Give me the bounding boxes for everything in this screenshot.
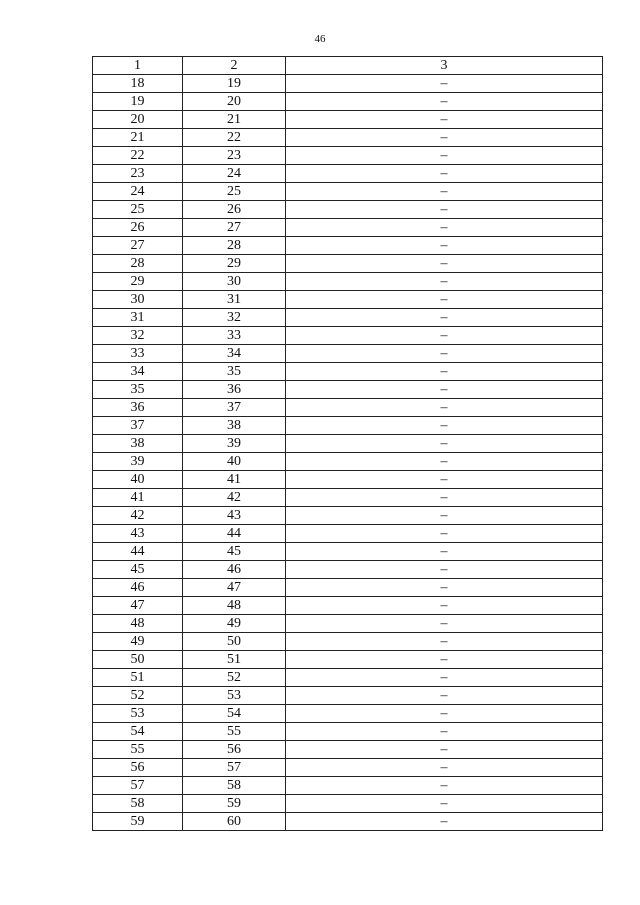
table-row [93, 687, 603, 705]
table-cell-col-2: 41 [183, 471, 286, 489]
table-cell-col-3: – [286, 327, 603, 345]
table-cell-col-2: 36 [183, 381, 286, 399]
table-cell-col-2: 19 [183, 75, 286, 93]
table-row [93, 615, 603, 633]
table-row [93, 75, 603, 93]
column-header-2: 2 [183, 57, 286, 75]
table-cell-col-1: 56 [93, 759, 183, 777]
table-cell-col-1: 19 [93, 93, 183, 111]
table-cell-col-3: – [286, 399, 603, 417]
table-cell-col-3: – [286, 93, 603, 111]
table-cell-col-1: 48 [93, 615, 183, 633]
table-cell-col-3: – [286, 381, 603, 399]
table-row [93, 669, 603, 687]
table-cell-col-2: 44 [183, 525, 286, 543]
table-cell-col-2: 58 [183, 777, 286, 795]
table-cell-col-1: 47 [93, 597, 183, 615]
table-row [93, 435, 603, 453]
table-cell-col-1: 26 [93, 219, 183, 237]
table-cell-col-2: 22 [183, 129, 286, 147]
table-cell-col-1: 27 [93, 237, 183, 255]
table-cell-col-2: 43 [183, 507, 286, 525]
table-cell-col-3: – [286, 489, 603, 507]
table-cell-col-1: 57 [93, 777, 183, 795]
table-cell-col-1: 42 [93, 507, 183, 525]
table-cell-col-1: 25 [93, 201, 183, 219]
table-cell-col-1: 41 [93, 489, 183, 507]
table-row [93, 453, 603, 471]
header-row [93, 57, 603, 75]
table-cell-col-2: 42 [183, 489, 286, 507]
table-cell-col-2: 34 [183, 345, 286, 363]
table-cell-col-3: – [286, 183, 603, 201]
data-table [92, 56, 603, 831]
table-cell-col-1: 59 [93, 813, 183, 831]
table-cell-col-3: – [286, 435, 603, 453]
table-row [93, 471, 603, 489]
table-cell-col-3: – [286, 543, 603, 561]
table-row [93, 723, 603, 741]
table-row [93, 651, 603, 669]
table-cell-col-2: 31 [183, 291, 286, 309]
table-row [93, 147, 603, 165]
table-cell-col-2: 60 [183, 813, 286, 831]
table-row [93, 327, 603, 345]
table-header [93, 57, 603, 75]
table-cell-col-3: – [286, 291, 603, 309]
table-cell-col-3: – [286, 273, 603, 291]
table-cell-col-1: 45 [93, 561, 183, 579]
table-cell-col-2: 37 [183, 399, 286, 417]
table-row [93, 813, 603, 831]
table-cell-col-3: – [286, 165, 603, 183]
table-row [93, 219, 603, 237]
table-row [93, 417, 603, 435]
table-cell-col-1: 18 [93, 75, 183, 93]
table-cell-col-2: 21 [183, 111, 286, 129]
table-cell-col-2: 49 [183, 615, 286, 633]
table-cell-col-2: 23 [183, 147, 286, 165]
table-cell-col-1: 58 [93, 795, 183, 813]
table-cell-col-1: 24 [93, 183, 183, 201]
table-cell-col-2: 59 [183, 795, 286, 813]
table-cell-col-2: 24 [183, 165, 286, 183]
table-cell-col-1: 32 [93, 327, 183, 345]
table-cell-col-3: – [286, 579, 603, 597]
table-cell-col-1: 21 [93, 129, 183, 147]
table-cell-col-1: 52 [93, 687, 183, 705]
table-cell-col-3: – [286, 237, 603, 255]
table-row [93, 255, 603, 273]
page-number: 46 [314, 33, 326, 45]
table-cell-col-1: 38 [93, 435, 183, 453]
table-cell-col-2: 51 [183, 651, 286, 669]
table-cell-col-1: 51 [93, 669, 183, 687]
table-cell-col-2: 39 [183, 435, 286, 453]
table-cell-col-2: 25 [183, 183, 286, 201]
table-row [93, 165, 603, 183]
table-cell-col-3: – [286, 741, 603, 759]
table-cell-col-3: – [286, 633, 603, 651]
table-row [93, 597, 603, 615]
table-cell-col-2: 28 [183, 237, 286, 255]
table-cell-col-3: – [286, 615, 603, 633]
table-cell-col-3: – [286, 345, 603, 363]
table-cell-col-1: 29 [93, 273, 183, 291]
table-cell-col-3: – [286, 129, 603, 147]
table-row [93, 201, 603, 219]
table-row [93, 489, 603, 507]
table-cell-col-1: 23 [93, 165, 183, 183]
table-row [93, 633, 603, 651]
table-cell-col-1: 53 [93, 705, 183, 723]
table-cell-col-2: 20 [183, 93, 286, 111]
table-cell-col-1: 44 [93, 543, 183, 561]
table-row [93, 183, 603, 201]
table-cell-col-2: 45 [183, 543, 286, 561]
table-cell-col-1: 43 [93, 525, 183, 543]
table-row [93, 93, 603, 111]
table-cell-col-1: 54 [93, 723, 183, 741]
table-cell-col-2: 56 [183, 741, 286, 759]
table-row [93, 399, 603, 417]
table-row [93, 345, 603, 363]
table-cell-col-3: – [286, 453, 603, 471]
table-cell-col-3: – [286, 219, 603, 237]
table-cell-col-1: 55 [93, 741, 183, 759]
table-row [93, 759, 603, 777]
table-row [93, 795, 603, 813]
table-cell-col-1: 33 [93, 345, 183, 363]
table-cell-col-2: 26 [183, 201, 286, 219]
table-cell-col-3: – [286, 201, 603, 219]
table-cell-col-1: 22 [93, 147, 183, 165]
table-cell-col-3: – [286, 111, 603, 129]
table-cell-col-3: – [286, 507, 603, 525]
table-row [93, 291, 603, 309]
table-cell-col-3: – [286, 687, 603, 705]
table-cell-col-3: – [286, 759, 603, 777]
table-body [93, 75, 603, 831]
table-cell-col-2: 52 [183, 669, 286, 687]
table-row [93, 111, 603, 129]
table-cell-col-3: – [286, 471, 603, 489]
table-row [93, 273, 603, 291]
table-row [93, 381, 603, 399]
table-cell-col-1: 28 [93, 255, 183, 273]
table-cell-col-2: 35 [183, 363, 286, 381]
table-cell-col-2: 50 [183, 633, 286, 651]
table-cell-col-3: – [286, 255, 603, 273]
table-cell-col-1: 39 [93, 453, 183, 471]
table-cell-col-2: 38 [183, 417, 286, 435]
table-cell-col-2: 48 [183, 597, 286, 615]
table-cell-col-2: 53 [183, 687, 286, 705]
table-row [93, 237, 603, 255]
table-cell-col-1: 30 [93, 291, 183, 309]
table-cell-col-1: 50 [93, 651, 183, 669]
table-cell-col-1: 36 [93, 399, 183, 417]
table-cell-col-3: – [286, 147, 603, 165]
table-cell-col-3: – [286, 795, 603, 813]
table-cell-col-1: 35 [93, 381, 183, 399]
table-row [93, 741, 603, 759]
table-row [93, 363, 603, 381]
table-cell-col-2: 32 [183, 309, 286, 327]
table-cell-col-1: 49 [93, 633, 183, 651]
table-row [93, 525, 603, 543]
column-header-1: 1 [93, 57, 183, 75]
table-cell-col-3: – [286, 669, 603, 687]
table-cell-col-3: – [286, 597, 603, 615]
table-cell-col-2: 27 [183, 219, 286, 237]
table-cell-col-2: 54 [183, 705, 286, 723]
table-row [93, 777, 603, 795]
table-cell-col-1: 37 [93, 417, 183, 435]
table-cell-col-3: – [286, 705, 603, 723]
table-row [93, 309, 603, 327]
table-row [93, 129, 603, 147]
table-cell-col-3: – [286, 777, 603, 795]
table-row [93, 561, 603, 579]
table-cell-col-2: 33 [183, 327, 286, 345]
table-row [93, 579, 603, 597]
column-header-3: 3 [286, 57, 603, 75]
table-cell-col-2: 40 [183, 453, 286, 471]
table-row [93, 543, 603, 561]
table-cell-col-3: – [286, 417, 603, 435]
table-cell-col-3: – [286, 363, 603, 381]
table-cell-col-3: – [286, 309, 603, 327]
table-cell-col-2: 30 [183, 273, 286, 291]
table-cell-col-1: 20 [93, 111, 183, 129]
table-cell-col-2: 55 [183, 723, 286, 741]
table-row [93, 705, 603, 723]
table-cell-col-1: 40 [93, 471, 183, 489]
table-cell-col-3: – [286, 813, 603, 831]
table-cell-col-3: – [286, 525, 603, 543]
table-cell-col-3: – [286, 561, 603, 579]
table-cell-col-1: 34 [93, 363, 183, 381]
table-cell-col-3: – [286, 75, 603, 93]
table-cell-col-3: – [286, 651, 603, 669]
table-cell-col-1: 46 [93, 579, 183, 597]
table-cell-col-2: 46 [183, 561, 286, 579]
table-row [93, 507, 603, 525]
table-cell-col-3: – [286, 723, 603, 741]
table-cell-col-2: 47 [183, 579, 286, 597]
table-cell-col-2: 29 [183, 255, 286, 273]
table-cell-col-2: 57 [183, 759, 286, 777]
table-cell-col-1: 31 [93, 309, 183, 327]
